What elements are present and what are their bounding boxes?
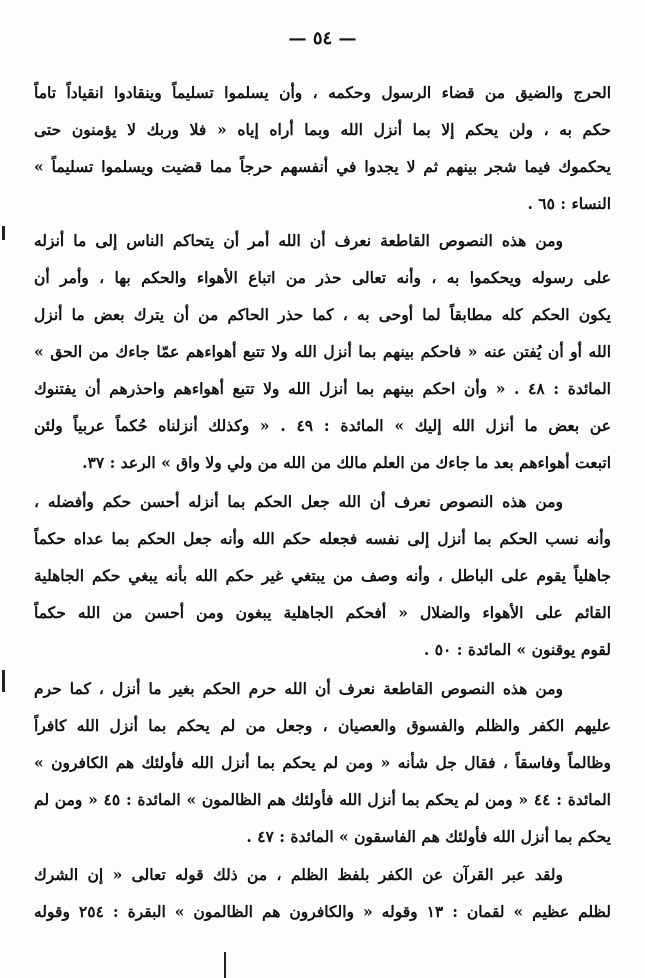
paragraph-2 — [34, 222, 611, 481]
text-line: حكم به ، ولن يحكم إلا بما أنزل الله وبما أراه إياه « فلا وربك لا يؤمنون حتى — [34, 120, 611, 139]
text-line: على رسوله ويحكموا به ، وأنه تعالى حذر من اتباع الأهواء والحكم بها ، وأمر أن — [34, 268, 611, 287]
text-line: وأنه نسب الحكم بما أنزل إلى نفسه فجعله حكم الله وأنه جعل الحكم بما عداه حكماً — [34, 529, 611, 548]
text-line: يكون الحكم كله مطابقاً لما أوحى به ، كما حذر الحاكم من أن يترك بعض ما أنزل — [34, 305, 611, 324]
text-line: لظلم عظيم » لقمان : ١٣ وقوله « والكافرون هم الظالمون » البقرة : ٢٥٤ وقوله — [34, 902, 611, 921]
text-line: النساء : ٦٥ . — [527, 194, 611, 213]
scan-mark — [2, 226, 5, 240]
text-line: الحرج والضيق من قضاء الرسول وحكمه ، وأن يسلموا تسليماً وينقادوا انقياداً تاماً — [34, 83, 611, 102]
text-line: وظالماً وفاسقاً ، فقال جل شأنه « ومن لم يحكم بما أنزل الله فأولئك هم الكافرون » — [34, 753, 611, 772]
text-line: يحكموك فيما شجر بينهم ثم لا يجدوا في أنفسهم حرجاً مما قضيت ويسلموا تسليماً » — [34, 157, 611, 176]
text-line: اتبعت أهواءهم بعد ما جاءك من العلم مالك من الله من ولي ولا واق » الرعد : ٣٧. — [82, 453, 611, 472]
text-line: المائدة : ٤٤ « ومن لم يحكم بما أنزل الله فأولئك هم الظالمون » المائدة : ٤٥ « ومن لم — [34, 790, 611, 809]
scan-mark — [2, 670, 5, 692]
paragraph-5 — [34, 856, 611, 930]
text-line: الله أو أن يُفتن عنه « فاحكم بينهم بما أنزل الله ولا تتبع أهواءهم عمّا جاءك من الحق » — [34, 342, 611, 361]
text-line: يحكم بما أنزل الله فأولئك هم الفاسقون » المائدة : ٤٧ . — [246, 827, 611, 846]
text-line: ومن هذه النصوص نعرف أن الله جعل الحكم بما أنزله أحسن حكم وأفضله ، — [34, 492, 563, 511]
text-line: عليهم الكفر والظلم والفسوق والعصيان ، وجعل من لم يحكم بما أنزل الله كافراً — [34, 716, 611, 735]
page-number: — ٥٤ — — [288, 28, 357, 49]
text-line: ولقد عبر القرآن عن الكفر بلفظ الظلم ، من ذلك قوله تعالى « إن الشرك — [34, 865, 563, 884]
text-line: جاهلياً يقوم على الباطل ، وأنه وصف من يبتغي غير حكم الله بأنه يبغي حكم الجاهلية — [34, 566, 611, 585]
paragraph-3 — [34, 483, 611, 668]
text-line: ومن هذه النصوص القاطعة نعرف أن الله حرم الحكم بغير ما أنزل ، كما حرم — [34, 679, 563, 698]
paragraph-4 — [34, 670, 611, 855]
text-line: عن بعض ما أنزل الله إليك » المائدة : ٤٩ . « وكذلك أنزلناه حُكماً عربياً ولئن — [34, 416, 611, 435]
scan-mark — [224, 952, 226, 978]
text-line: القائم على الأهواء والضلال « أفحكم الجاهلية يبغون ومن أحسن من الله حكماً — [34, 603, 611, 622]
paragraph-1 — [34, 74, 611, 222]
text-line: لقوم يوقنون » المائدة : ٥٠ . — [423, 640, 611, 659]
text-line: المائدة : ٤٨ . « وأن احكم بينهم بما أنزل الله ولا تتبع أهواءهم واحذرهم أن يفتنوك — [34, 379, 611, 398]
text-line: ومن هذه النصوص القاطعة نعرف أن الله أمر أن يتحاكم الناس إلى ما أنزله — [34, 231, 563, 250]
